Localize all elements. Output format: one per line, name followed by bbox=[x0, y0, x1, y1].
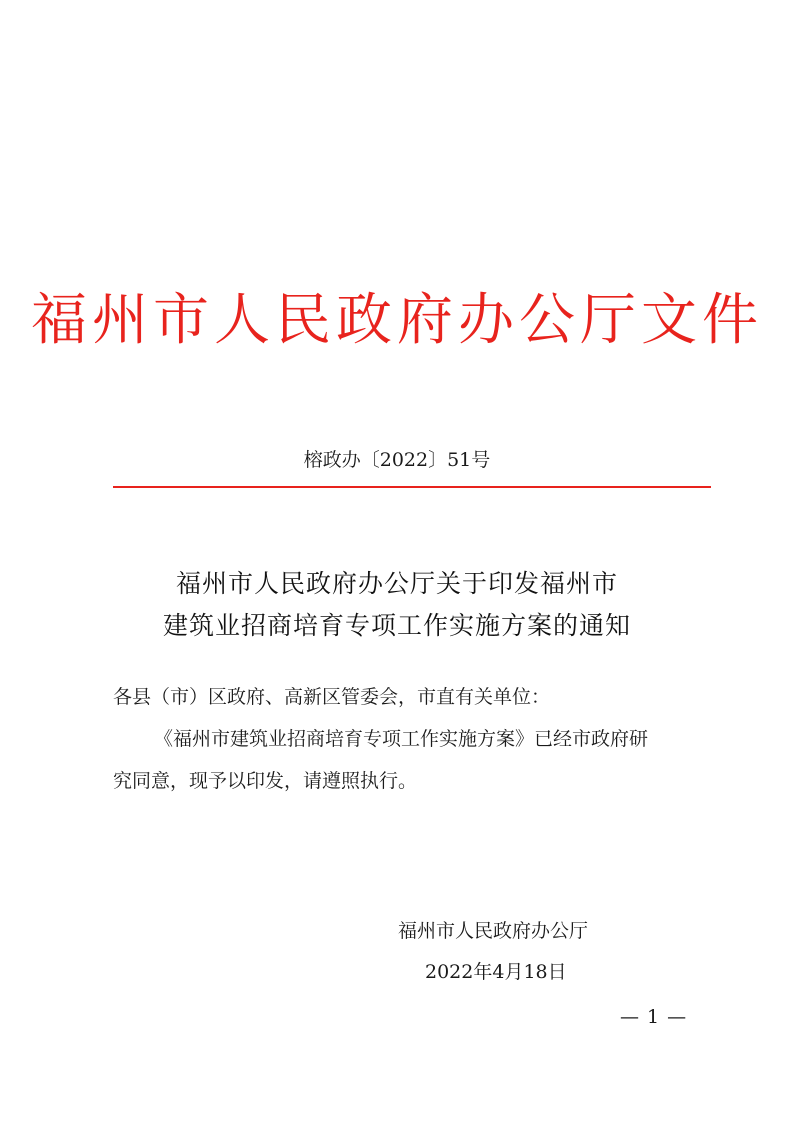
document-number: 榕政办〔2022〕51号 bbox=[303, 449, 491, 471]
notice-title-line-1: 福州市人民政府办公厅关于印发福州市 bbox=[175, 569, 618, 598]
masthead-title: 福州市人民政府办公厅文件 bbox=[31, 288, 763, 353]
body-paragraph-line-1: 《福州市建筑业招商培育专项工作实施方案》已经市政府研 bbox=[154, 728, 649, 750]
page-number: — 1 — bbox=[620, 1006, 688, 1028]
red-divider-line bbox=[113, 486, 711, 488]
issuer-name: 福州市人民政府办公厅 bbox=[398, 920, 589, 942]
notice-title-line-2: 建筑业招商培育专项工作实施方案的通知 bbox=[162, 611, 631, 640]
body-paragraph-line-2: 究同意，现予以印发，请遵照执行。 bbox=[113, 770, 418, 792]
issue-date: 2022年4月18日 bbox=[425, 961, 567, 983]
salutation: 各县（市）区政府、高新区管委会，市直有关单位： bbox=[113, 686, 551, 708]
notice-title bbox=[0, 563, 794, 647]
